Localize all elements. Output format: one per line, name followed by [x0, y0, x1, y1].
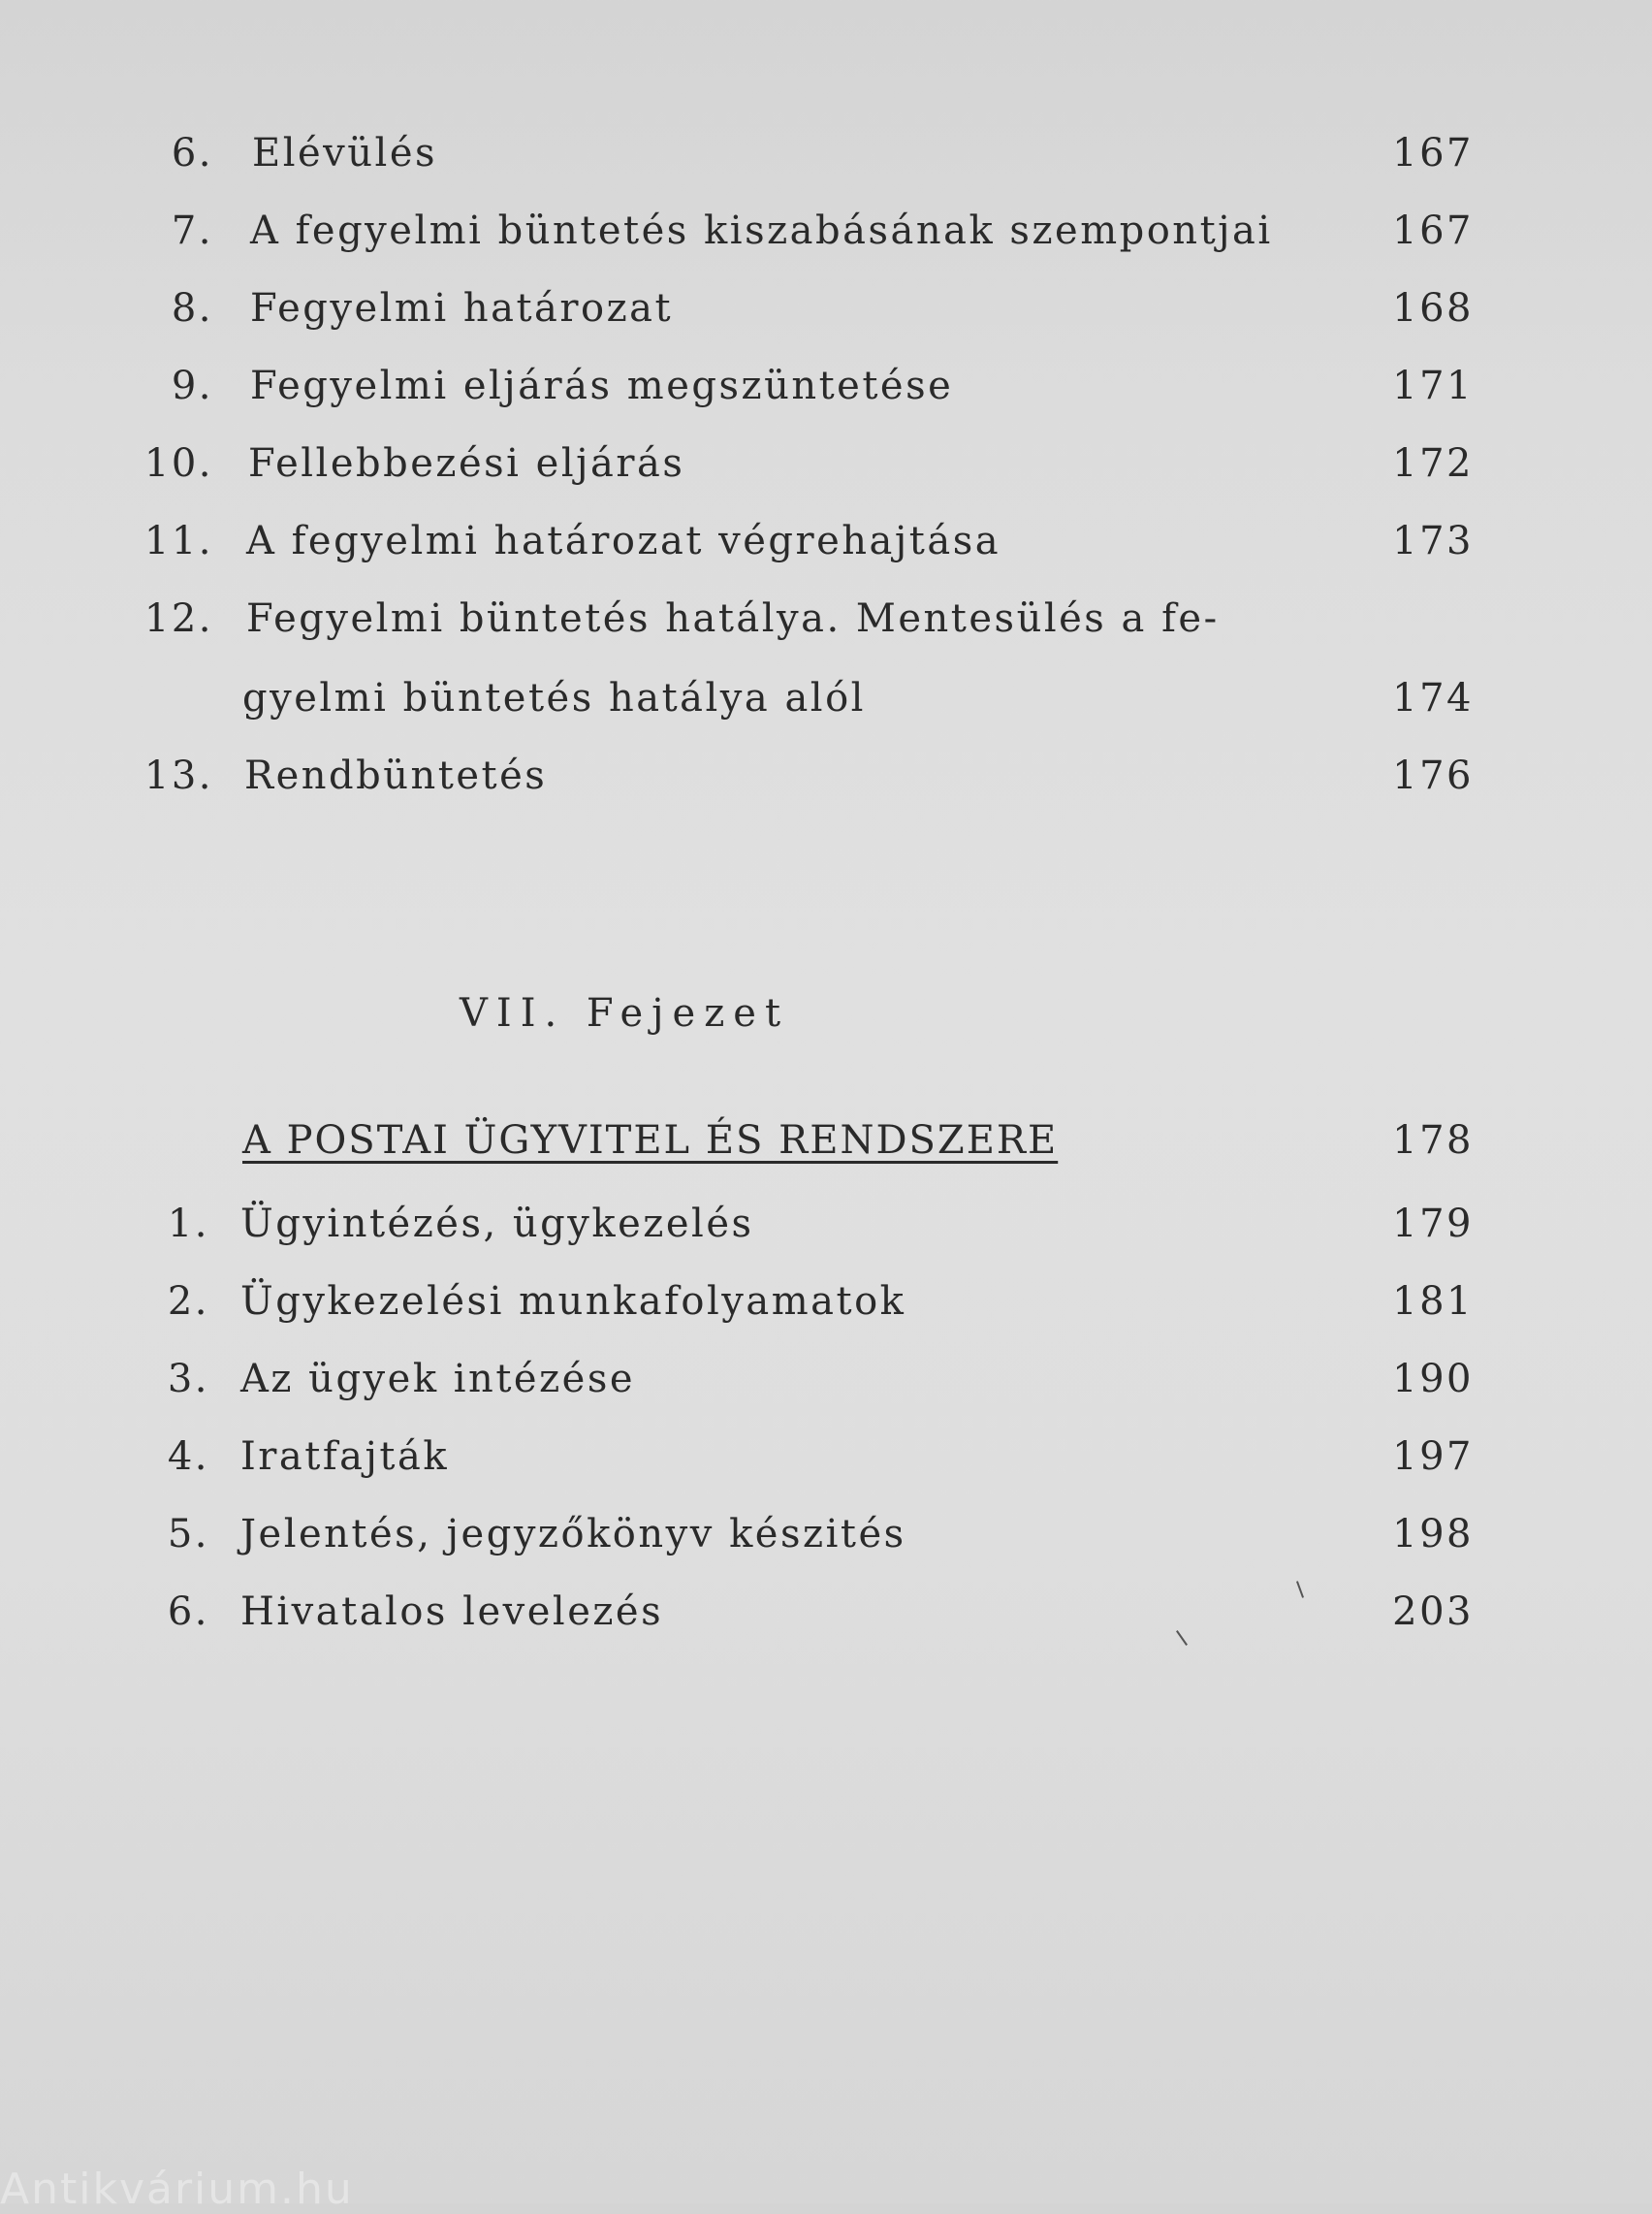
- entry-number: 9.: [171, 364, 213, 408]
- entry-page: 198: [1392, 1512, 1474, 1556]
- entry-page: 174: [1392, 676, 1474, 721]
- toc-entry-continuation: [0, 669, 1652, 727]
- entry-page: 172: [1392, 441, 1474, 486]
- entry-number: 2.: [167, 1279, 209, 1324]
- entry-number: 10.: [143, 441, 213, 486]
- entry-page: 173: [1392, 519, 1474, 563]
- entry-title: Hivatalos levelezés: [240, 1589, 664, 1634]
- entry-number: 7.: [171, 209, 213, 253]
- entry-title: Ügyintézés, ügykezelés: [240, 1202, 754, 1246]
- watermark-logo: Antikvárium.hu: [0, 2165, 354, 2214]
- entry-title: Az ügyek intézése: [240, 1357, 636, 1401]
- entry-page: 179: [1392, 1202, 1474, 1246]
- entry-number: 8.: [171, 286, 213, 331]
- entry-title: Rendbüntetés: [244, 754, 548, 798]
- entry-page: 197: [1392, 1434, 1474, 1479]
- entry-page: 171: [1392, 364, 1474, 408]
- entry-number: 12.: [143, 596, 213, 641]
- entry-page: 178: [1392, 1118, 1474, 1163]
- toc-entry: [0, 1428, 1652, 1486]
- entry-title: Fellebbezési eljárás: [248, 441, 685, 486]
- entry-page: 167: [1392, 209, 1474, 253]
- entry-number: 5.: [167, 1512, 209, 1556]
- toc-entry: [0, 1583, 1652, 1641]
- entry-title: Fegyelmi büntetés hatálya. Mentesülés a fe-: [246, 596, 1220, 641]
- entry-page: 168: [1392, 286, 1474, 331]
- entry-title: Fegyelmi eljárás megszüntetése: [250, 364, 954, 408]
- entry-number: 3.: [167, 1357, 209, 1401]
- entry-number: 1.: [167, 1202, 209, 1246]
- chapter-title: A POSTAI ÜGYVITEL ÉS RENDSZERE: [242, 1118, 1059, 1163]
- entry-number: 4.: [167, 1434, 209, 1479]
- entry-number: 13.: [143, 754, 213, 798]
- toc-entry: [0, 1350, 1652, 1408]
- toc-entry: [0, 357, 1652, 415]
- toc-entry: [0, 434, 1652, 493]
- entry-title: A fegyelmi büntetés kiszabásának szempontjai: [250, 209, 1273, 253]
- entry-number: 11.: [143, 519, 213, 563]
- toc-entry: [0, 512, 1652, 570]
- entry-number: 6.: [171, 131, 213, 176]
- toc-entry: [0, 1505, 1652, 1563]
- entry-title: Jelentés, jegyzőkönyv készités: [240, 1512, 906, 1556]
- entry-title: Fegyelmi határozat: [250, 286, 674, 331]
- toc-entry: [0, 1195, 1652, 1253]
- toc-entry: [0, 279, 1652, 337]
- toc-entry: [0, 747, 1652, 805]
- entry-title: A fegyelmi határozat végrehajtása: [246, 519, 1001, 563]
- entry-page: 167: [1392, 131, 1474, 176]
- entry-number: 6.: [167, 1589, 209, 1634]
- entry-page: 181: [1392, 1279, 1474, 1324]
- toc-entry: [0, 1272, 1652, 1331]
- toc-entry: [0, 202, 1652, 260]
- chapter-heading-row: [0, 1111, 1652, 1170]
- toc-entry: [0, 590, 1652, 648]
- entry-page: 203: [1392, 1589, 1474, 1634]
- entry-page: 176: [1392, 754, 1474, 798]
- entry-title: Iratfajták: [240, 1434, 450, 1479]
- entry-title: Elévülés: [252, 131, 438, 176]
- entry-title-continuation: gyelmi büntetés hatálya alól: [242, 676, 866, 721]
- entry-title: Ügykezelési munkafolyamatok: [240, 1279, 906, 1324]
- chapter-label: VII. Fejezet: [460, 991, 790, 1036]
- toc-entry: [0, 124, 1652, 182]
- entry-page: 190: [1392, 1357, 1474, 1401]
